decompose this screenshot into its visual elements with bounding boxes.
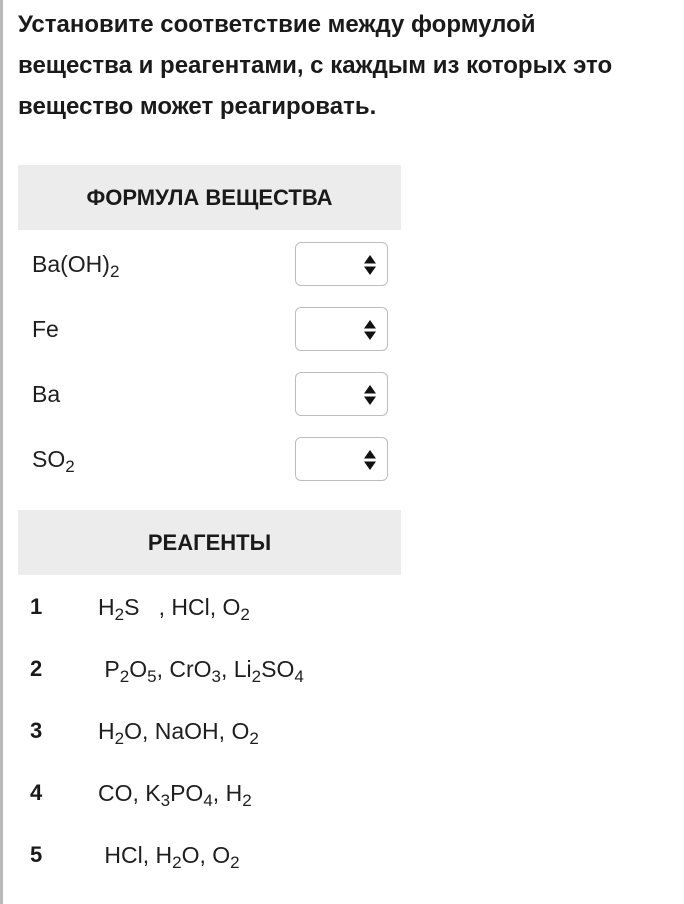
reagent-list: CO, $K_3PO_4$, $H_2$ [98, 779, 252, 810]
reagent-row [30, 649, 304, 689]
up-down-arrows-icon [363, 254, 377, 276]
reagent-row [30, 711, 259, 751]
reagent-row [30, 773, 252, 813]
task-line-3: вещество может реагировать. [18, 93, 377, 120]
substance-select[interactable] [295, 437, 388, 481]
substance-select[interactable] [295, 242, 388, 286]
substance-select[interactable] [295, 372, 388, 416]
reagent-number: 4 [30, 780, 43, 805]
up-down-arrows-icon [363, 449, 377, 471]
reagent-list: HCl, $H_2O$, $O_2$ [104, 841, 240, 872]
reagent-row [30, 835, 240, 875]
substance-formula: Ba [32, 380, 61, 407]
substance-formula: Fe [32, 315, 59, 342]
reagent-number: 1 [30, 594, 43, 619]
reagent-number: 5 [30, 842, 43, 867]
substance-row [32, 371, 388, 417]
up-down-arrows-icon [363, 384, 377, 406]
substance-select[interactable] [295, 307, 388, 351]
reagent-list: $H_2S$ , HCl, $O_2$ [98, 593, 250, 624]
reagent-number: 3 [30, 718, 43, 743]
reagents-header: РЕАГЕНТЫ [18, 510, 401, 575]
reagent-number: 2 [30, 656, 43, 681]
substance-row [32, 436, 388, 482]
task-line-2: вещества и реагентами, с каждым из которых это [18, 52, 613, 79]
substance-row [32, 241, 388, 287]
formulas-header: ФОРМУЛА ВЕЩЕСТВА [18, 165, 401, 230]
task-text [18, 4, 680, 127]
substance-formula: $SO_2$ [32, 445, 75, 476]
task-line-1: Установите соответствие между формулой [18, 11, 536, 38]
substance-row [32, 306, 388, 352]
substance-formula: $Ba(OH)_2$ [32, 250, 120, 281]
up-down-arrows-icon [363, 319, 377, 341]
reagent-list: $H_2O$, NaOH, $O_2$ [98, 717, 259, 748]
reagent-list: $P_2O_5$, CrO$_3$, $Li_2SO_4$ [104, 655, 304, 686]
reagent-row [30, 587, 250, 627]
left-border [0, 0, 3, 904]
